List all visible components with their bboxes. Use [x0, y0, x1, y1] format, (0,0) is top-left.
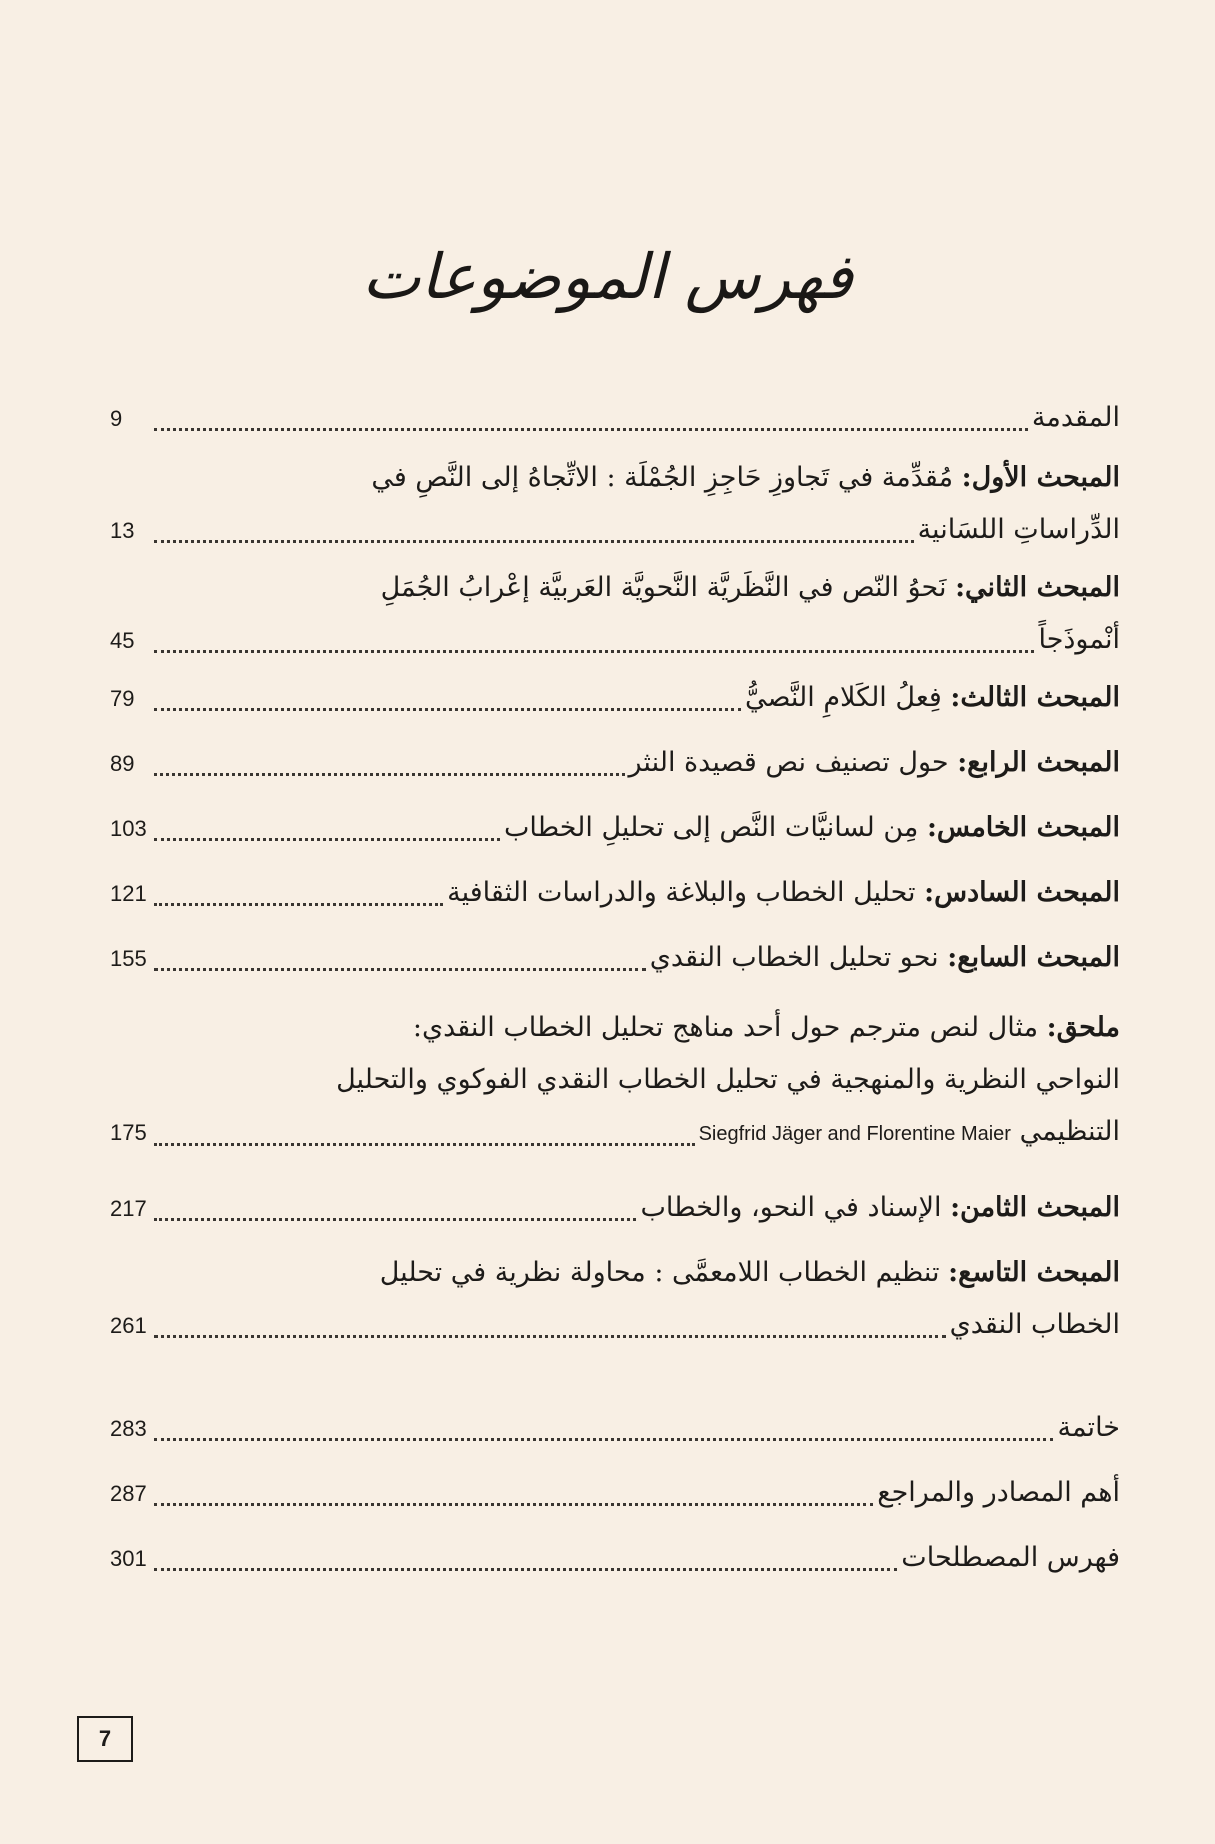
appendix-label: ملحق:	[1046, 1012, 1120, 1043]
page-number: 45	[110, 628, 135, 653]
toc-entry-chapter-8[interactable]	[110, 1182, 1120, 1235]
entry-title: مِن لسانيَّات النَّص إلى تحليلِ الخطاب	[503, 812, 919, 843]
dot-leader	[154, 1335, 946, 1338]
dot-leader	[154, 1438, 1053, 1441]
toc-entry-chapter-4[interactable]	[110, 737, 1120, 790]
entry-title-continued: الدِّراساتِ اللسَانية	[917, 514, 1120, 545]
authors: Siegfrid Jäger and Florentine Maier	[698, 1123, 1011, 1145]
entry-title-end: التنظيمي	[1019, 1116, 1120, 1147]
entry-title: الإسناد في النحو، والخطاب	[640, 1192, 942, 1223]
page-number: 103	[110, 816, 147, 841]
chapter-label: المبحث الثامن:	[950, 1192, 1120, 1223]
toc-entry-chapter-1[interactable]	[110, 452, 1120, 557]
page-number: 175	[110, 1120, 147, 1145]
page-number: 13	[110, 518, 135, 543]
entry-title: نَحوُ النّص في النَّظَريَّة النَّحويَّة العَربيَّة إعْرابُ الجُمَلِ	[380, 572, 947, 603]
toc-entry-chapter-9[interactable]	[110, 1247, 1120, 1352]
toc-entry-chapter-2[interactable]	[110, 562, 1120, 667]
page-number: 261	[110, 1313, 147, 1338]
dot-leader	[154, 903, 443, 906]
page-number: 155	[110, 946, 147, 971]
entry-title: أهم المصادر والمراجع	[877, 1477, 1120, 1508]
toc-entry-chapter-3[interactable]	[110, 672, 1120, 725]
entry-title-continued: أنْموذَجاً	[1038, 624, 1120, 655]
dot-leader	[154, 1143, 695, 1146]
toc-entry-chapter-7[interactable]	[110, 932, 1120, 985]
page-number: 121	[110, 881, 147, 906]
entry-title: تحليل الخطاب والبلاغة والدراسات الثقافية	[447, 877, 916, 908]
entry-title: تنظيم الخطاب اللامعمَّى : محاولة نظرية في تحليل	[379, 1257, 940, 1288]
dot-leader	[154, 838, 500, 841]
dot-leader	[154, 1218, 636, 1221]
page-title: فهرس الموضوعات	[362, 240, 853, 313]
toc-entry-glossary[interactable]	[110, 1532, 1120, 1585]
entry-title-continued: النواحي النظرية والمنهجية في تحليل الخطاب النقدي الفوكوي والتحليل	[336, 1064, 1120, 1095]
toc-entry-chapter-6[interactable]	[110, 867, 1120, 920]
dot-leader	[154, 968, 646, 971]
dot-leader	[154, 428, 1028, 431]
chapter-label: المبحث الخامس:	[926, 812, 1120, 843]
toc-entry-appendix[interactable]	[110, 1002, 1120, 1160]
page-number: 89	[110, 751, 135, 776]
toc-entry-chapter-5[interactable]	[110, 802, 1120, 855]
dot-leader	[154, 540, 914, 543]
page-number: 287	[110, 1481, 147, 1506]
chapter-label: المبحث السابع:	[947, 942, 1120, 973]
page-number-box: 7	[77, 1716, 133, 1762]
page-number: 283	[110, 1416, 147, 1441]
entry-title: فهرس المصطلحات	[901, 1542, 1120, 1573]
entry-title: فِعلُ الكَلامِ النَّصيُّ	[744, 682, 942, 713]
dot-leader	[154, 1503, 873, 1506]
dot-leader	[154, 708, 741, 711]
chapter-label: المبحث الثالث:	[950, 682, 1120, 713]
toc-entry-references[interactable]	[110, 1467, 1120, 1520]
dot-leader	[154, 773, 625, 776]
chapter-label: المبحث الثاني:	[955, 572, 1120, 603]
toc-entry-introduction[interactable]	[110, 392, 1120, 445]
page-number: 301	[110, 1546, 147, 1571]
chapter-label: المبحث التاسع:	[948, 1257, 1120, 1288]
entry-title: المقدمة	[1031, 402, 1120, 433]
entry-title: نحو تحليل الخطاب النقدي	[649, 942, 939, 973]
entry-title-continued: الخطاب النقدي	[949, 1309, 1120, 1340]
toc-entry-conclusion[interactable]	[110, 1402, 1120, 1455]
chapter-label: المبحث الرابع:	[957, 747, 1120, 778]
dot-leader	[154, 650, 1034, 653]
dot-leader	[154, 1568, 897, 1571]
entry-title: مثال لنص مترجم حول أحد مناهج تحليل الخطاب النقدي:	[412, 1012, 1039, 1043]
entry-title: حول تصنيف نص قصيدة النثر	[628, 747, 949, 778]
page-number: 217	[110, 1196, 147, 1221]
page-number: 79	[110, 686, 135, 711]
entry-title: مُقدِّمة في تَجاوزِ حَاجِزِ الجُمْلَة : الاتِّجاهُ إلى النَّصِ في	[371, 462, 954, 493]
entry-title: خاتمة	[1057, 1412, 1120, 1443]
page-number: 9	[110, 406, 123, 431]
chapter-label: المبحث السادس:	[924, 877, 1120, 908]
chapter-label: المبحث الأول:	[961, 462, 1120, 493]
